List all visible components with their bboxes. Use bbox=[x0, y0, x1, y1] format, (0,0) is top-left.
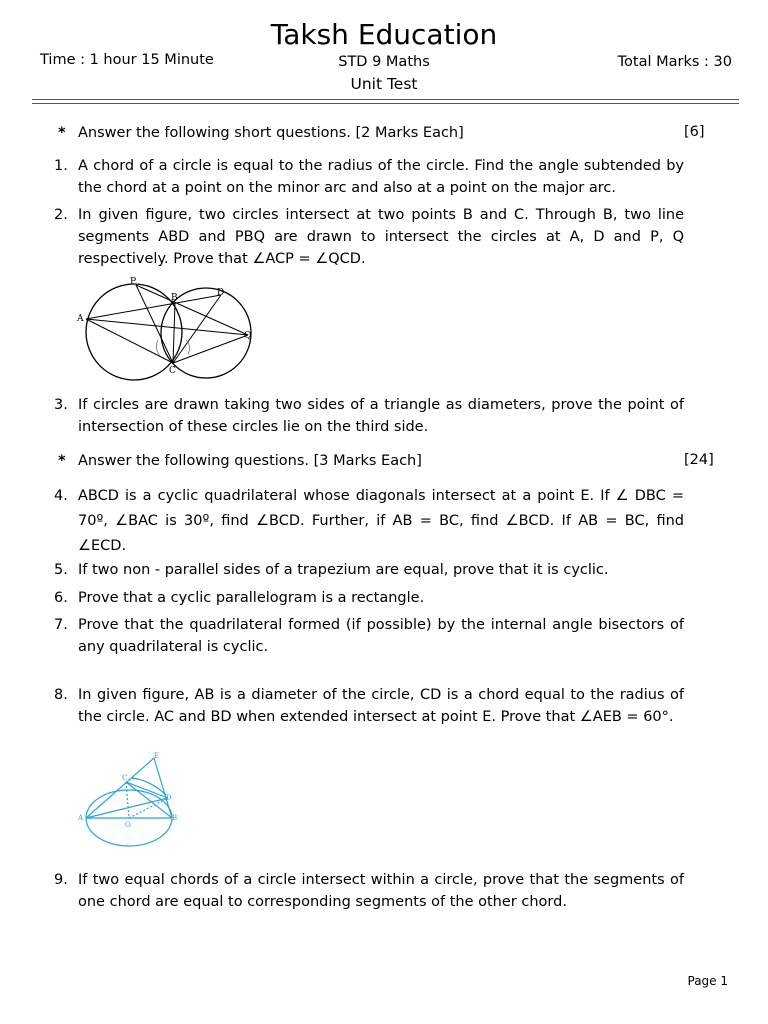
question-6 bbox=[54, 587, 684, 609]
question-text: If two non - parallel sides of a trapezium are equal, prove that it is cyclic. bbox=[78, 562, 609, 578]
label-d: D bbox=[166, 794, 172, 802]
label-e: E bbox=[154, 752, 160, 760]
question-7 bbox=[54, 614, 684, 658]
section-2-marks: [24] bbox=[684, 452, 714, 468]
school-title: Taksh Education bbox=[270, 18, 498, 51]
two-circles-figure bbox=[74, 274, 264, 386]
question-text: In given figure, two circles intersect at two points B and C. Through B, two line segments ABD and PBQ are drawn to intersect the circles at A, D and P, Q respectively. Prove that ∠ACP = ∠QCD. bbox=[78, 207, 684, 267]
section-1-marks: [6] bbox=[684, 124, 705, 140]
question-4 bbox=[54, 484, 684, 559]
question-8 bbox=[54, 684, 684, 728]
question-number: 3. bbox=[54, 397, 68, 413]
label-q: Q bbox=[244, 331, 252, 341]
question-number: 8. bbox=[54, 687, 68, 703]
diameter-chord-figure bbox=[74, 750, 194, 850]
label-p: P bbox=[130, 277, 137, 287]
page-number: Page 1 bbox=[687, 974, 728, 988]
question-text: In given figure, AB is a diameter of the circle, CD is a chord equal to the radius of the circle. AC and BD when extended intersect at point E. Prove that ∠AEB = 60°. bbox=[78, 687, 684, 725]
header-rule-top bbox=[32, 99, 739, 100]
angle-mark-acp bbox=[156, 340, 160, 356]
question-3 bbox=[54, 394, 684, 438]
time-label: Time : 1 hour 15 Minute bbox=[40, 52, 214, 68]
label-c: C bbox=[122, 774, 128, 782]
label-a: A bbox=[77, 314, 84, 324]
unit-test-label: Unit Test bbox=[350, 75, 418, 93]
section-1-title: Answer the following short questions. [2 Marks Each] bbox=[78, 125, 464, 141]
section-2-heading bbox=[58, 453, 422, 469]
label-d: D bbox=[217, 288, 225, 298]
label-c: C bbox=[169, 366, 176, 376]
question-5 bbox=[54, 559, 684, 581]
question-number: 2. bbox=[54, 207, 68, 223]
question-text: ABCD is a cyclic quadrilateral whose diagonals intersect at a point E. If ∠ DBC = 70º, ∠BAC is 30º, find ∠BCD. Further, if AB = BC, find ∠BCD. If AB = BC, find ∠ECD. bbox=[78, 488, 684, 554]
question-number: 6. bbox=[54, 590, 68, 606]
question-text: A chord of a circle is equal to the radius of the circle. Find the angle subtended by the chord at a point on the minor arc and also at a point on the major arc. bbox=[78, 158, 684, 196]
question-2 bbox=[54, 204, 684, 270]
label-a: A bbox=[78, 814, 84, 822]
question-text: If circles are drawn taking two sides of a triangle as diameters, prove the point of intersection of these circles lie on the third side. bbox=[78, 397, 684, 435]
question-text: Prove that a cyclic parallelogram is a rectangle. bbox=[78, 590, 425, 606]
total-marks-label: Total Marks : 30 bbox=[617, 54, 732, 70]
angle-mark-qcd bbox=[186, 340, 190, 354]
question-9 bbox=[54, 869, 684, 913]
section-1-star: * bbox=[58, 125, 66, 141]
question-1 bbox=[54, 155, 684, 199]
section-2-title: Answer the following questions. [3 Marks Each] bbox=[78, 453, 422, 469]
figure-2-lines bbox=[86, 758, 172, 846]
question-number: 4. bbox=[54, 488, 68, 504]
section-1-heading bbox=[58, 125, 464, 141]
section-2-star: * bbox=[58, 453, 66, 469]
question-number: 9. bbox=[54, 872, 68, 888]
question-text: Prove that the quadrilateral formed (if possible) by the internal angle bisectors of any quadrilateral is cyclic. bbox=[78, 617, 684, 655]
header-rule-bottom bbox=[32, 103, 739, 104]
label-o: O bbox=[125, 821, 131, 829]
label-b: B bbox=[171, 293, 178, 303]
question-number: 1. bbox=[54, 158, 68, 174]
question-number: 7. bbox=[54, 617, 68, 633]
left-circle bbox=[86, 284, 182, 380]
label-b: B bbox=[172, 814, 178, 822]
std-label: STD 9 Maths bbox=[338, 54, 430, 70]
question-number: 5. bbox=[54, 562, 68, 578]
question-text: If two equal chords of a circle intersect within a circle, prove that the segments of one chord are equal to corresponding segments of the other chord. bbox=[78, 872, 684, 910]
